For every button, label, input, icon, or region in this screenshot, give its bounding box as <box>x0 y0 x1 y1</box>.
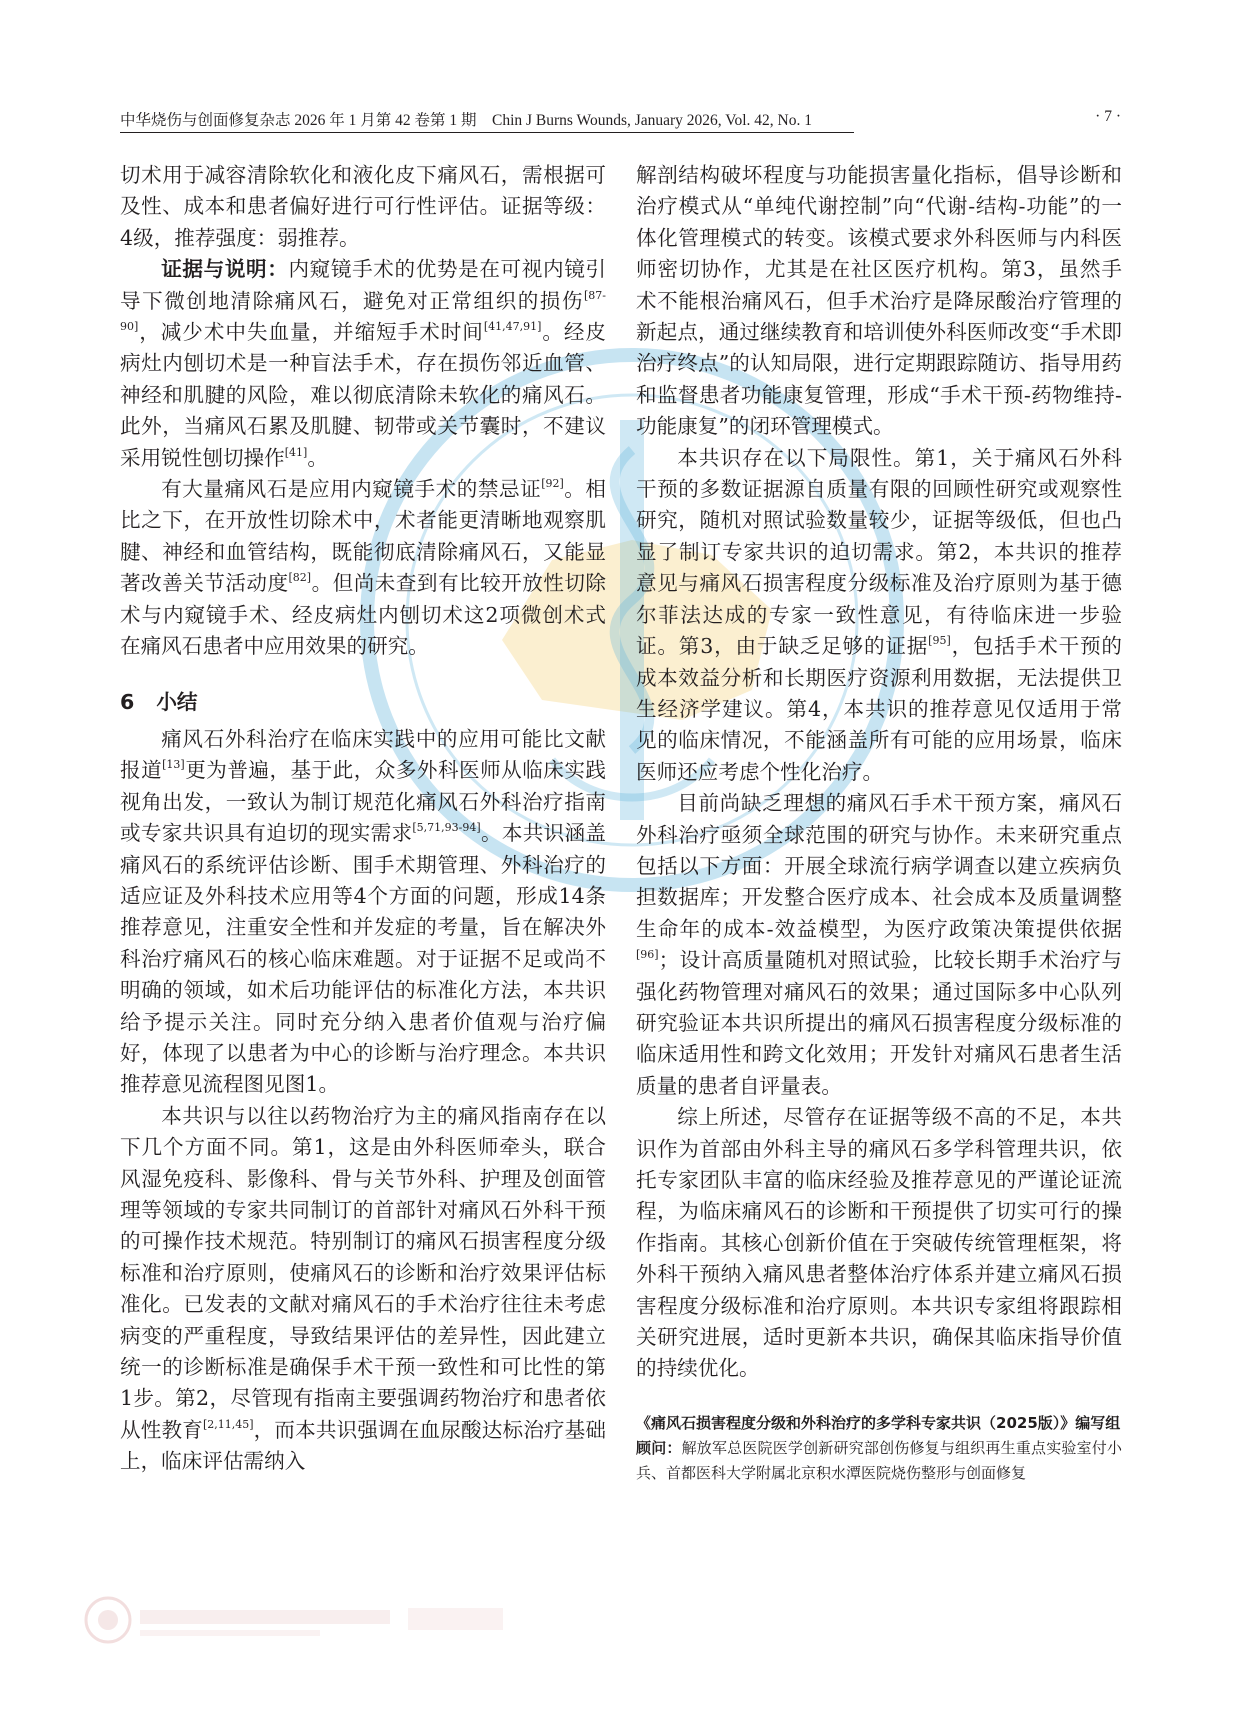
publisher-logo-icon <box>78 1590 508 1650</box>
section-number: 6 <box>120 689 135 714</box>
paragraph: 痛风石外科治疗在临床实践中的应用可能比文献报道[13]更为普遍，基于此，众多外科医师从临床实践视角出发，一致认为制订规范化痛风石外科治疗指南或专家共识具有迫切的现实需求[5,71,93-94]。本共识涵盖痛风石的系统评估诊断、围手术期管理、外科治疗的适应证及外科技术应用等4个方面的问题，形成14条推荐意见，注重安全性和并发症的考量，旨在解决外科治疗痛风石的核心临床难题。对于证据不足或尚不明确的领域，如术后功能评估的标准化方法，本共识给予提示关注。同时充分纳入患者价值观与治疗偏好，体现了以患者为中心的诊断与治疗理念。本共识推荐意见流程图见图1。 <box>120 726 607 1097</box>
citation: [82] <box>288 571 312 585</box>
journal-citation: 中华烧伤与创面修复杂志 2026 年 1 月第 42 卷第 1 期 Chin J Burns Wounds, January 2026, Vol. 42, No. 1 <box>120 112 812 129</box>
section-title: 小结 <box>156 689 198 714</box>
right-column <box>636 160 1122 1486</box>
paragraph: 证据与说明：内窥镜手术的优势是在可视内镜引导下微创地清除痛风石，避免对正常组织的损伤[87-90]，减少术中失血量，并缩短手术时间[41,47,91]。经皮病灶内刨切术是一种盲法手术，存在损伤邻近血管、神经和肌腱的风险，难以彻底清除未软化的痛风石。此外，当痛风石累及肌腱、韧带或关节囊时，不建议采用锐性刨切操作[41]。 <box>120 257 606 470</box>
citation: [95] <box>928 634 951 648</box>
advisor-text: 顾问：解放军总医院医学创新研究部创伤修复与组织再生重点实验室付小兵、首都医科大学附属北京积水潭医院烧伤整形与创面修复 <box>636 1438 1122 1482</box>
writing-group-title: 《痛风石损害程度分级和外科治疗的多学科专家共识（2025版）》编写组 <box>636 1413 1121 1432</box>
header-rule <box>120 132 854 133</box>
paragraph: 本共识与以往以药物治疗为主的痛风指南存在以下几个方面不同。第1，这是由外科医师牵头，联合风湿免疫科、影像科、骨与关节外科、护理及创面管理等领域的专家共同制订的首部针对痛风石外科干预的可操作技术规范。特别制订的痛风石损害程度分级标准和治疗原则，使痛风石的诊断和治疗效果评估标准化。已发表的文献对痛风石的手术治疗往往未考虑病变的严重程度，导致结果评估的差异性，因此建立统一的诊断标准是确保手术干预一致性和可比性的第1步。第2，尽管现有指南主要强调药物治疗和患者依从性教育[2,11,45]，而本共识强调在血尿酸达标治疗基础上，临床评估需纳入 <box>120 1103 606 1474</box>
advisor-label: 顾问： <box>636 1438 682 1457</box>
left-column <box>120 160 606 1478</box>
citation: [13] <box>162 758 185 772</box>
paragraph: 有大量痛风石是应用内窥镜手术的禁忌证[92]。相比之下，在开放性切除术中，术者能更清晰地观察肌腱、神经和血管结构，既能彻底清除痛风石，又能显著改善关节活动度[82]。但尚未查到有比较开放性切除术与内窥镜手术、经皮病灶内刨切术这2项微创术式在痛风石患者中应用效果的研究。 <box>120 477 607 659</box>
citation: [2,11,45] <box>202 1417 254 1431</box>
running-header <box>120 100 1121 130</box>
paragraph: 本共识存在以下局限性。第1，关于痛风石外科干预的多数证据源自质量有限的回顾性研究或观察性研究，随机对照试验数量较少，证据等级低，但也凸显了制订专家共识的迫切需求。第2，本共识的推荐意见与痛风石损害程度分级标准及治疗原则为基于德尔菲法达成的专家一致性意见，有待临床进一步验证。第3，由于缺乏足够的证据[95]，包括手术干预的成本效益分析和长期医疗资源利用数据，无法提供卫生经济学建议。第4，本共识的推荐意见仅适用于常见的临床情况，不能涵盖所有可能的应用场景，临床医师还应考虑个性化治疗。 <box>636 445 1122 784</box>
evidence-label: 证据与说明： <box>161 257 289 282</box>
citation: [92] <box>541 477 564 491</box>
page-number: · 7 · <box>1095 108 1121 125</box>
paragraph: 综上所述，尽管存在证据等级不高的不足，本共识作为首部由外科主导的痛风石多学科管理共识，依托专家团队丰富的临床经验及推荐意见的严谨论证流程，为临床痛风石的诊断和干预提供了切实可行的操作指南。其核心创新价值在于突破传统管理框架，将外科干预纳入痛风患者整体治疗体系并建立痛风石损害程度分级标准和治疗原则。本共识专家组将跟踪相关研究进展，适时更新本共识，确保其临床指导价值的持续优化。 <box>636 1105 1122 1381</box>
citation: [96] <box>636 948 659 962</box>
citation: [41] <box>284 445 308 459</box>
citation: [41,47,91] <box>483 320 542 334</box>
citation: [5,71,93-94] <box>412 821 481 835</box>
section-heading <box>120 687 606 718</box>
paragraph: 切术用于减容清除软化和液化皮下痛风石，需根据可及性、成本和患者偏好进行可行性评估。证据等级：4级，推荐强度：弱推荐。 <box>120 163 606 250</box>
paragraph: 目前尚缺乏理想的痛风石手术干预方案，痛风石外科治疗亟须全球范围的研究与协作。未来研究重点包括以下方面：开展全球流行病学调查以建立疾病负担数据库；开发整合医疗成本、社会成本及质量调整生命年的成本-效益模型，为医疗政策决策提供依据[96]；设计高质量随机对照试验，比较长期手术治疗与强化药物管理对痛风石的效果；通过国际多中心队列研究验证本共识所提出的痛风石损害程度分级标准的临床适用性和跨文化效用；开发针对痛风石患者生活质量的患者自评量表。 <box>636 791 1122 1098</box>
citation: [87-90] <box>120 288 606 334</box>
paragraph: 解剖结构破坏程度与功能损害量化指标，倡导诊断和治疗模式从“单纯代谢控制”向“代谢-结构-功能”的一体化管理模式的转变。该模式要求外科医师与内科医师密切协作，尤其是在社区医疗机构。第3，虽然手术不能根治痛风石，但手术治疗是降尿酸治疗管理的新起点，通过继续教育和培训使外科医师改变“手术即治疗终点”的认知局限，进行定期跟踪随访、指导用药和监督患者功能康复管理，形成“手术干预-药物维持-功能康复”的闭环管理模式。 <box>636 163 1122 439</box>
